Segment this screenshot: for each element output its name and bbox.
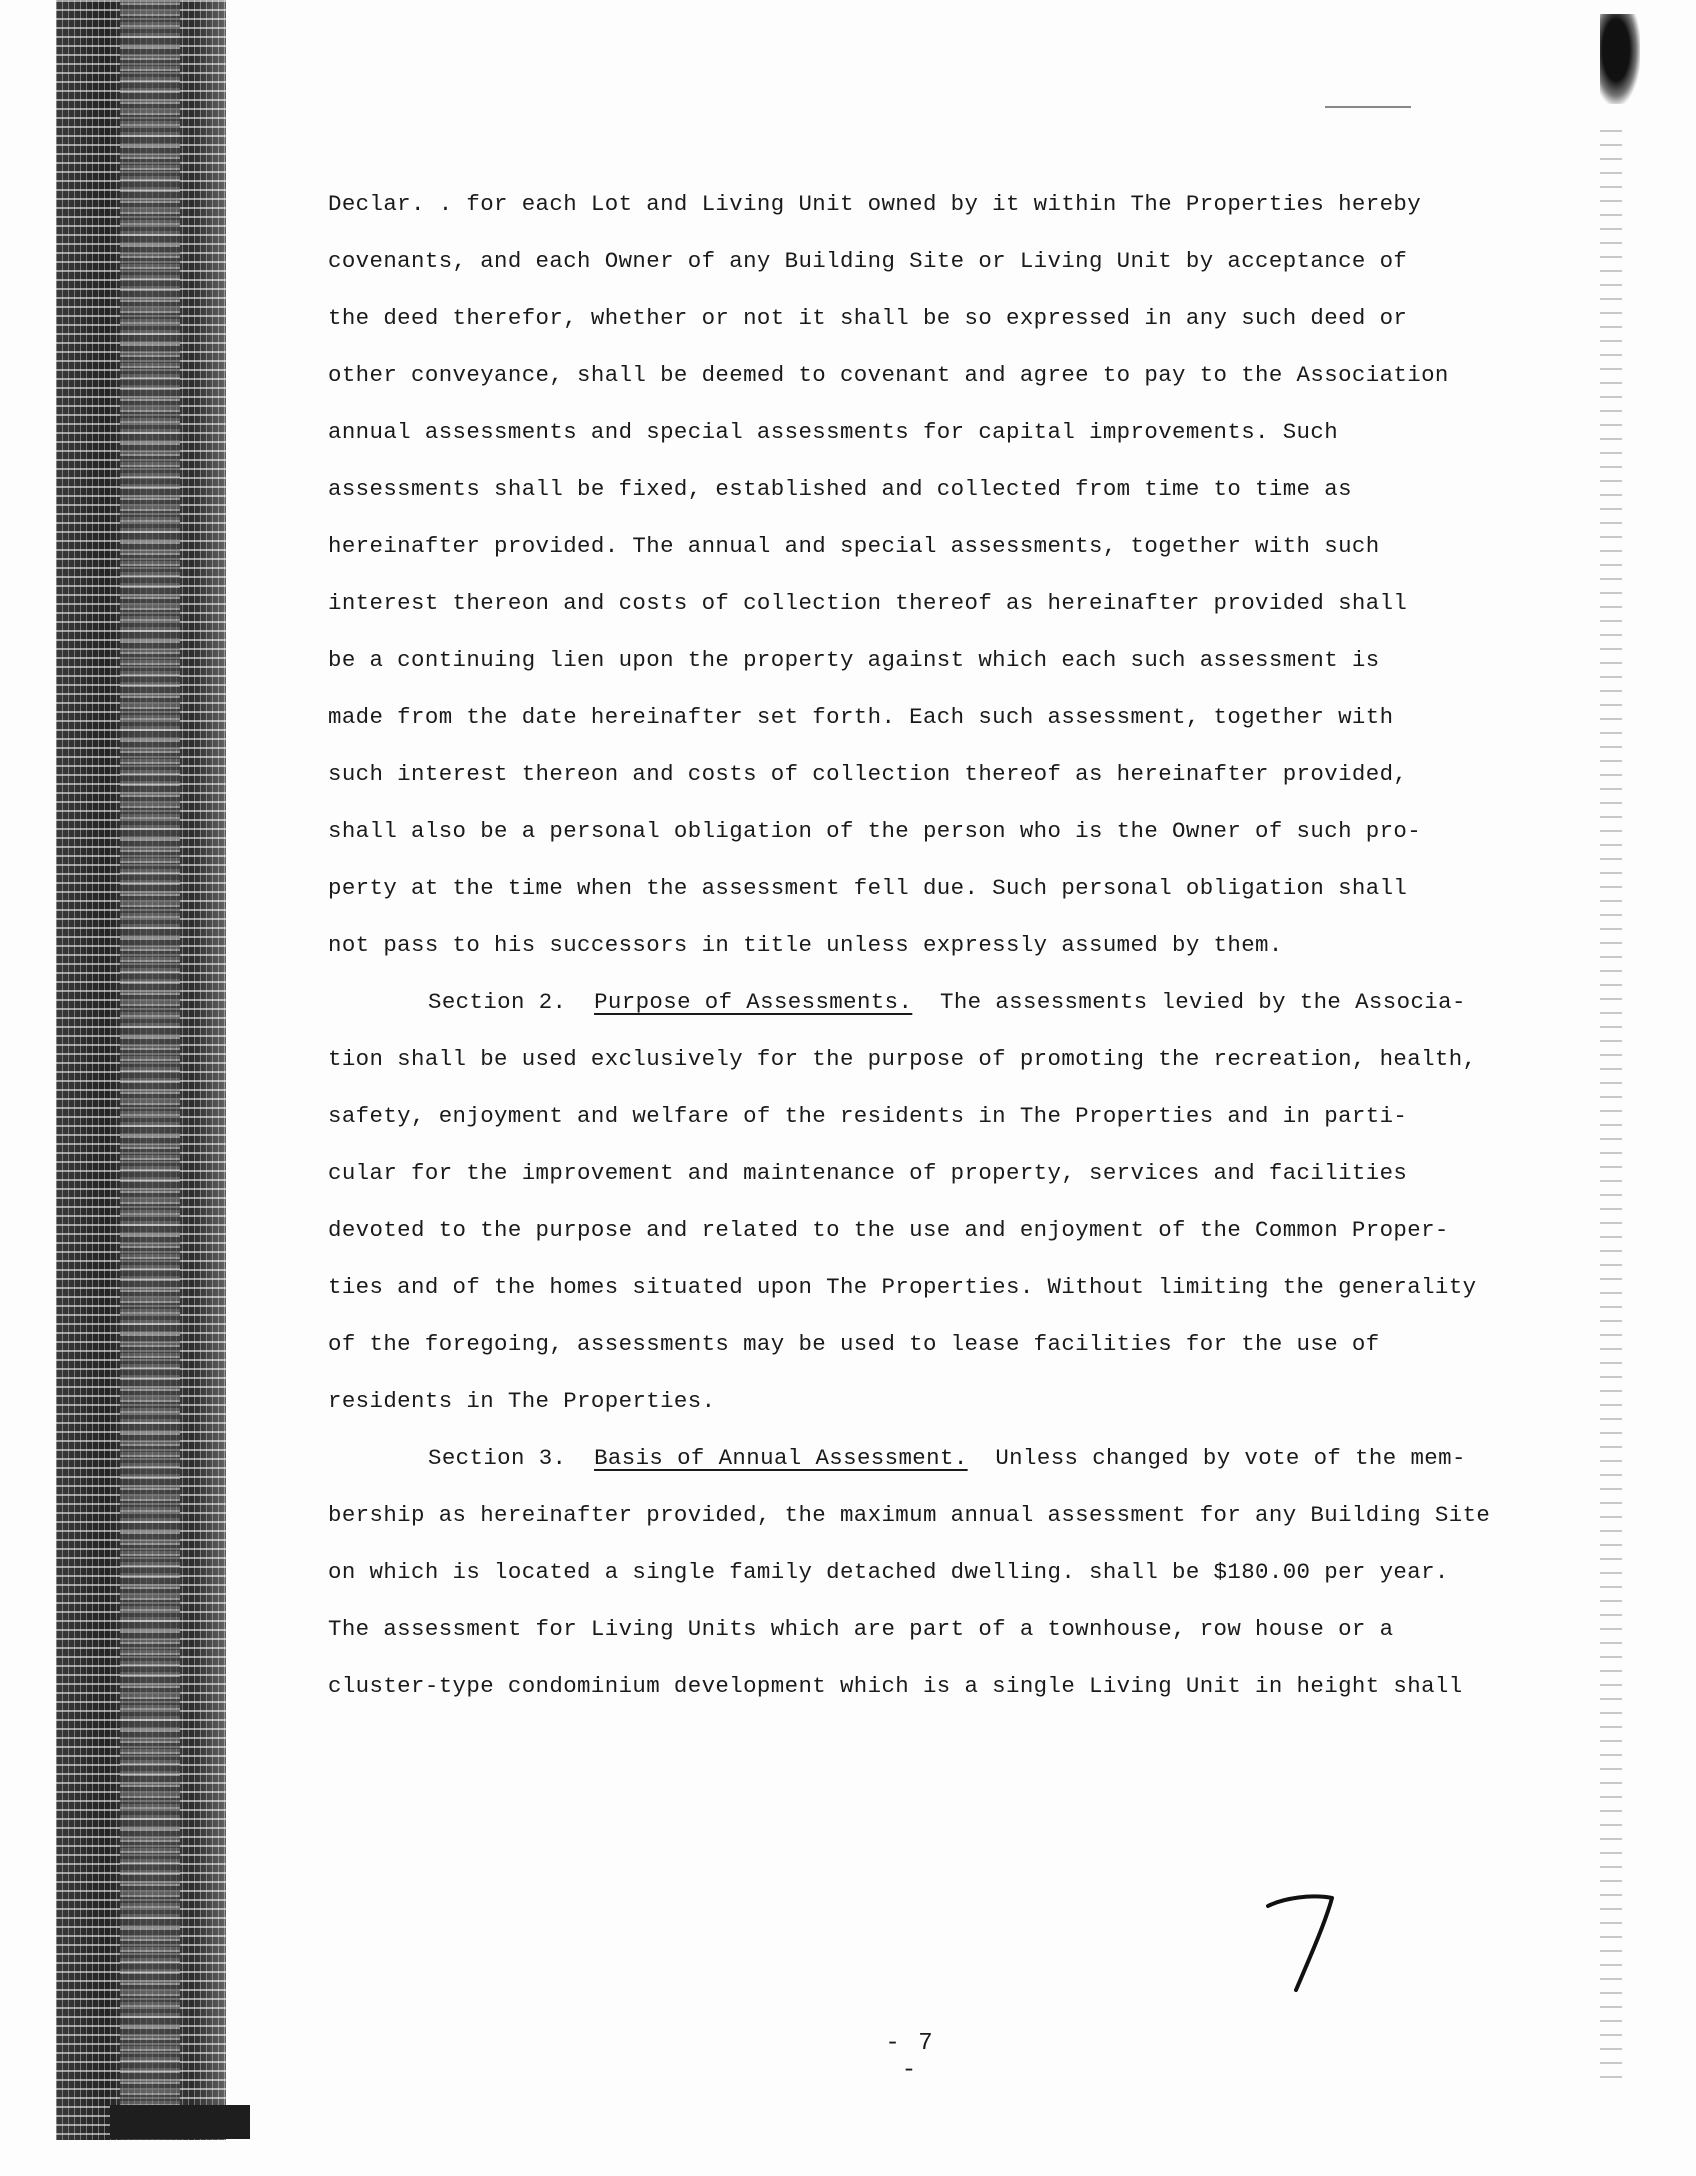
handwritten-page-mark [1262, 1888, 1342, 1998]
body-line: annual assessments and special assessments for capital improvements. Such [328, 419, 1339, 445]
body-line: the deed therefor, whether or not it shall be so expressed in any such deed or [328, 305, 1408, 331]
section-3-line: on which is located a single family detached dwelling. shall be $180.00 per year. [328, 1559, 1449, 1585]
section-3-line: cluster-type condominium development which is a single Living Unit in height shall [328, 1673, 1463, 1699]
section-2-label: Section 2. [428, 989, 567, 1015]
section-2-line: safety, enjoyment and welfare of the residents in The Properties and in parti- [328, 1103, 1408, 1129]
body-line: made from the date hereinafter set forth. Each such assessment, together with [328, 704, 1394, 730]
section-3-heading-line [328, 1430, 1538, 1487]
body-line: other conveyance, shall be deemed to covenant and agree to pay to the Association [328, 362, 1449, 388]
body-line: such interest thereon and costs of collection thereof as hereinafter provided, [328, 761, 1408, 787]
binding-foot [110, 2105, 250, 2139]
section-3-line: The assessment for Living Units which are part of a townhouse, row house or a [328, 1616, 1394, 1642]
right-edge-artifacts [1600, 130, 1622, 2080]
document-body [328, 176, 1538, 1715]
section-3-label: Section 3. [428, 1445, 567, 1471]
section-2-first-line: The assessments levied by the Associa- [940, 989, 1466, 1015]
binding-strip-edge [120, 0, 180, 2140]
section-3-heading: Basis of Annual Assessment. [594, 1445, 968, 1471]
corner-blot [1600, 14, 1640, 104]
section-2-heading-line [328, 974, 1538, 1031]
body-line: not pass to his successors in title unless expressly assumed by them. [328, 932, 1283, 958]
section-2-heading: Purpose of Assessments. [594, 989, 913, 1015]
section-3-line: bership as hereinafter provided, the maximum annual assessment for any Building Site [328, 1502, 1491, 1528]
body-line: Declar. . for each Lot and Living Unit owned by it within The Properties hereby [328, 191, 1422, 217]
body-line: shall also be a personal obligation of the person who is the Owner of such pro- [328, 818, 1422, 844]
body-line: hereinafter provided. The annual and special assessments, together with such [328, 533, 1380, 559]
body-line: assessments shall be fixed, established and collected from time to time as [328, 476, 1352, 502]
section-2-line: devoted to the purpose and related to the use and enjoyment of the Common Proper- [328, 1217, 1449, 1243]
body-line: be a continuing lien upon the property against which each such assessment is [328, 647, 1380, 673]
section-2-line: of the foregoing, assessments may be used to lease facilities for the use of [328, 1331, 1380, 1357]
body-line: covenants, and each Owner of any Building Site or Living Unit by acceptance of [328, 248, 1408, 274]
section-2-line: ties and of the homes situated upon The Properties. Without limiting the generality [328, 1274, 1477, 1300]
section-3-first-line: Unless changed by vote of the mem- [995, 1445, 1466, 1471]
section-2-line: tion shall be used exclusively for the purpose of promoting the recreation, health, [328, 1046, 1477, 1072]
body-line: perty at the time when the assessment fell due. Such personal obligation shall [328, 875, 1408, 901]
section-2-line: residents in The Properties. [328, 1388, 716, 1414]
body-line: interest thereon and costs of collection thereof as hereinafter provided shall [328, 590, 1408, 616]
section-2-line: cular for the improvement and maintenance of property, services and facilities [328, 1160, 1408, 1186]
page-number: - 7 - [885, 2030, 935, 2084]
top-dash-mark [1325, 106, 1411, 108]
